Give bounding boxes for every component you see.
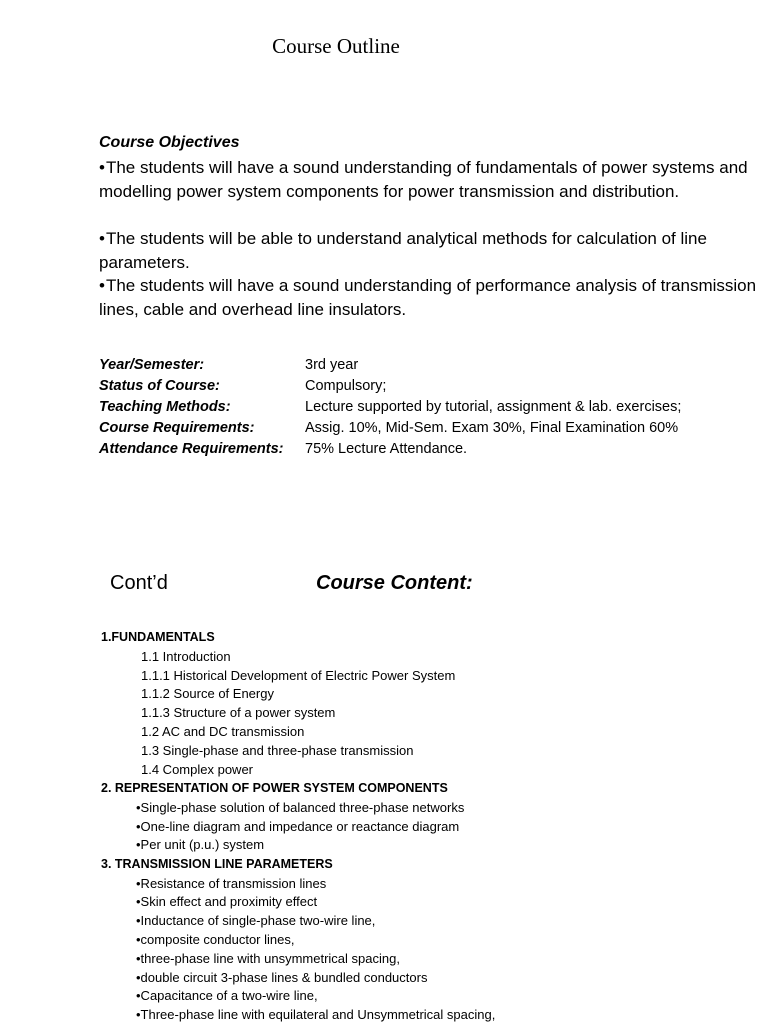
contd-label: Cont’d	[110, 572, 168, 594]
list-item: •Resistance of transmission lines	[136, 876, 327, 891]
page-title: Course Outline	[272, 34, 400, 58]
detail-value-requirements: Assig. 10%, Mid-Sem. Exam 30%, Final Examination 60%	[305, 420, 679, 436]
detail-value-status: Compulsory;	[305, 378, 387, 394]
detail-value-attendance: 75% Lecture Attendance.	[305, 441, 468, 457]
section-title: 2. REPRESENTATION OF POWER SYSTEM COMPONENTS	[101, 781, 448, 795]
bullet-icon: •	[99, 276, 105, 295]
objective-item	[99, 156, 759, 203]
list-item: 1.4 Complex power	[141, 762, 253, 777]
section-title: 1.FUNDAMENTALS	[101, 630, 215, 644]
objective-item	[99, 274, 759, 321]
list-item: 1.1.2 Source of Energy	[141, 686, 274, 701]
objective-text: The students will have a sound understanding of fundamentals of power systems and modelling power system components for power transmission and distribution.	[99, 158, 748, 201]
objective-text: The students will be able to understand analytical methods for calculation of line parameters.	[99, 229, 707, 272]
list-item: •One-line diagram and impedance or reactance diagram	[136, 819, 460, 834]
list-item: •Single-phase solution of balanced three-phase networks	[136, 800, 465, 815]
course-content-heading: Course Content:	[316, 572, 473, 594]
list-item: 1.3 Single-phase and three-phase transmission	[141, 743, 414, 758]
list-item: •Per unit (p.u.) system	[136, 837, 265, 852]
list-item: •three-phase line with unsymmetrical spacing,	[136, 951, 400, 966]
bullet-icon: •	[99, 229, 105, 248]
list-item: 1.1 Introduction	[141, 649, 231, 664]
objectives-heading: Course Objectives	[99, 134, 240, 151]
list-item: 1.1.3 Structure of a power system	[141, 705, 336, 720]
list-item: •Capacitance of a two-wire line,	[136, 988, 318, 1003]
detail-label-attendance: Attendance Requirements:	[99, 441, 284, 457]
list-item: •Three-phase line with equilateral and Unsymmetrical spacing,	[136, 1007, 496, 1022]
detail-label-status: Status of Course:	[99, 378, 220, 394]
bullet-icon: •	[99, 158, 105, 177]
detail-label-teaching: Teaching Methods:	[99, 399, 231, 415]
list-item: •Skin effect and proximity effect	[136, 894, 318, 909]
list-item: •Inductance of single-phase two-wire line,	[136, 913, 376, 928]
objective-text: The students will have a sound understanding of performance analysis of transmission lines, cable and overhead line insulators.	[99, 276, 757, 319]
list-item: 1.2 AC and DC transmission	[141, 724, 305, 739]
section-title: 3. TRANSMISSION LINE PARAMETERS	[101, 857, 333, 871]
objective-item	[99, 227, 759, 274]
detail-value-teaching: Lecture supported by tutorial, assignment & lab. exercises;	[305, 399, 682, 415]
list-item: •double circuit 3-phase lines & bundled conductors	[136, 970, 428, 985]
detail-label-requirements: Course Requirements:	[99, 420, 255, 436]
detail-label-year: Year/Semester:	[99, 357, 205, 373]
detail-value-year: 3rd year	[305, 357, 359, 373]
list-item: •composite conductor lines,	[136, 932, 295, 947]
list-item: 1.1.1 Historical Development of Electric Power System	[141, 668, 456, 683]
